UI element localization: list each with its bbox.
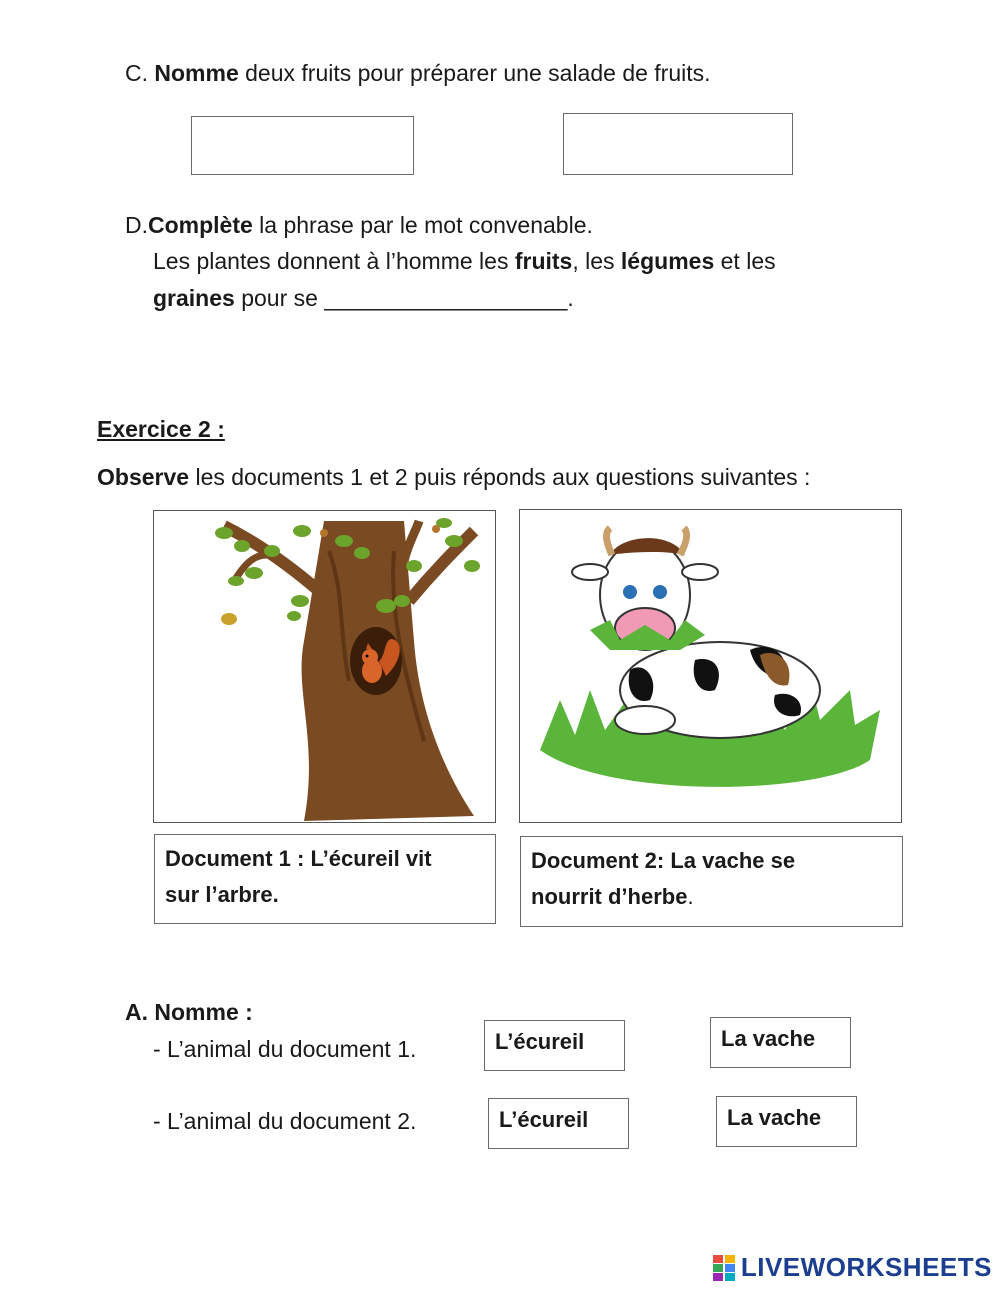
fruit-answer-input-1[interactable] bbox=[191, 116, 414, 175]
question-d-line2: Les plantes donnent à l’homme les fruits, les légumes et les bbox=[153, 248, 776, 274]
cow-eye-left bbox=[623, 585, 637, 599]
document-1-caption: Document 1 : L’écureil vit sur l’arbre. bbox=[154, 834, 496, 924]
choice-cow-doc2[interactable]: La vache bbox=[716, 1096, 857, 1147]
document-2-caption: Document 2: La vache se nourrit d’herbe. bbox=[520, 836, 903, 927]
fruit-input-1[interactable] bbox=[192, 117, 417, 176]
fruit-answer-input-2[interactable] bbox=[563, 113, 793, 175]
question-d: D.Complète la phrase par le mot convenable. bbox=[125, 212, 593, 238]
question-a-header: A. Nomme : bbox=[125, 999, 253, 1025]
exercise-title: Exercice 2 : bbox=[97, 416, 225, 442]
question-c: C. Nomme deux fruits pour préparer une salade de fruits. bbox=[125, 60, 711, 86]
choice-squirrel-doc1[interactable]: L’écureil bbox=[484, 1020, 625, 1071]
liveworksheets-logo: LIVEWORKSHEETS bbox=[713, 1252, 992, 1283]
question-a-item-1: - L’animal du document 1. bbox=[153, 1036, 417, 1062]
document-1-image bbox=[153, 510, 496, 823]
liveworksheets-icon bbox=[713, 1255, 737, 1281]
question-d-line3: graines pour se ___________________. bbox=[153, 285, 574, 311]
tree-squirrel-illustration bbox=[154, 511, 496, 823]
question-a-item-2: - L’animal du document 2. bbox=[153, 1108, 417, 1134]
choice-squirrel-doc2[interactable]: L’écureil bbox=[488, 1098, 629, 1149]
fruit-input-2[interactable] bbox=[564, 114, 796, 176]
blank-answer-input[interactable] bbox=[330, 284, 584, 312]
document-2-image bbox=[519, 509, 902, 823]
exercise-instruction: Observe les documents 1 et 2 puis réponds aux questions suivantes : bbox=[97, 464, 811, 490]
cow-grass-illustration bbox=[520, 510, 902, 823]
cow-eye-right bbox=[653, 585, 667, 599]
choice-cow-doc1[interactable]: La vache bbox=[710, 1017, 851, 1068]
